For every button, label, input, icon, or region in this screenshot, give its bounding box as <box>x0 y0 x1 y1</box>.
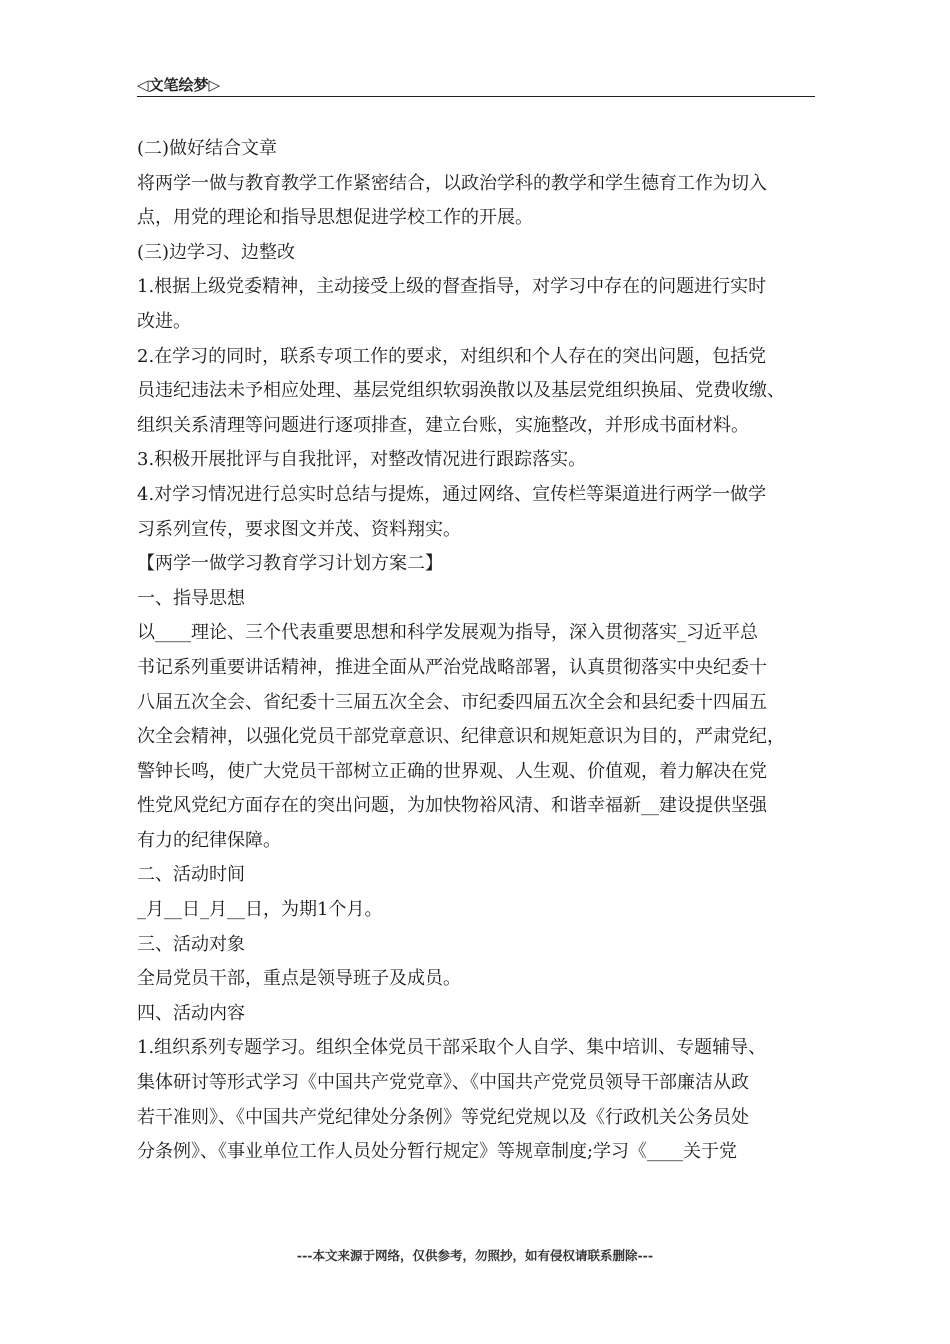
text-line: 1.根据上级党委精神，主动接受上级的督查指导，对学习中存在的问题进行实时 <box>137 276 767 298</box>
text-line: 分条例》、《事业单位工作人员处分暂行规定》等规章制度;学习《____关于党 <box>137 1141 738 1163</box>
text-line: 3.积极开展批评与自我批评，对整改情况进行跟踪落实。 <box>137 449 587 471</box>
text-line: 全局党员干部，重点是领导班子及成员。 <box>137 968 461 990</box>
text-line: 八届五次全会、省纪委十三届五次全会、市纪委四届五次全会和县纪委十四届五 <box>137 691 767 713</box>
text-line: 一、指导思想 <box>137 587 245 609</box>
document-body <box>137 132 817 1170</box>
page-header <box>137 72 815 97</box>
text-line: 二、活动时间 <box>137 864 245 886</box>
text-line: 若干准则》、《中国共产党纪律处分条例》等党纪党规以及《行政机关公务员处 <box>137 1106 749 1128</box>
text-line: 员违纪违法未予相应处理、基层党组织软弱涣散以及基层党组织换届、党费收缴、 <box>137 380 785 402</box>
page-footer-note: ---本文来源于网络，仅供参考，勿照抄，如有侵权请联系删除--- <box>296 1248 654 1263</box>
text-line: (二)做好结合文章 <box>137 138 278 159</box>
text-line: 点，用党的理论和指导思想促进学校工作的开展。 <box>137 207 533 229</box>
text-line: 性党风党纪方面存在的突出问题，为加快物裕风清、和谐幸福新__建设提供坚强 <box>137 795 767 817</box>
text-line: 将两学一做与教育教学工作紧密结合，以政治学科的教学和学生德育工作为切入 <box>137 172 767 194</box>
text-line: (三)边学习、边整改 <box>137 241 296 263</box>
text-line: 4.对学习情况进行总实时总结与提炼，通过网络、宣传栏等渠道进行两学一做学 <box>137 483 767 505</box>
text-line: 【两学一做学习教育学习计划方案二】 <box>137 553 443 575</box>
text-line: 集体研讨等形式学习《中国共产党党章》、《中国共产党党员领导干部廉洁从政 <box>137 1072 749 1094</box>
text-line: 以____理论、三个代表重要思想和科学发展观为指导，深入贯彻落实_习近平总 <box>137 622 758 644</box>
text-line: 警钟长鸣，使广大党员干部树立正确的世界观、人生观、价值观，着力解决在党 <box>137 760 767 782</box>
text-line: 四、活动内容 <box>137 1002 245 1024</box>
text-line: 改进。 <box>137 310 191 332</box>
text-line: 书记系列重要讲话精神，推进全面从严治党战略部署，认真贯彻落实中央纪委十 <box>137 656 767 678</box>
text-line: 有力的纪律保障。 <box>137 829 281 851</box>
text-line: 习系列宣传，要求图文并茂、资料翔实。 <box>137 518 461 540</box>
text-line: 1.组织系列专题学习。组织全体党员干部采取个人自学、集中培训、专题辅导、 <box>137 1037 767 1059</box>
text-line: 2.在学习的同时，联系专项工作的要求，对组织和个人存在的突出问题，包括党 <box>137 345 767 367</box>
text-line: _月__日_月__日，为期1个月。 <box>137 899 383 921</box>
text-line: 次全会精神，以强化党员干部党章意识、纪律意识和规矩意识为目的，严肃党纪， <box>137 726 785 748</box>
text-line: 三、活动对象 <box>137 933 245 955</box>
text-line: 组织关系清理等问题进行逐项排查，建立台账，实施整改，并形成书面材料。 <box>137 414 749 436</box>
header-brand: ◁文笔绘梦▷ <box>137 76 221 94</box>
